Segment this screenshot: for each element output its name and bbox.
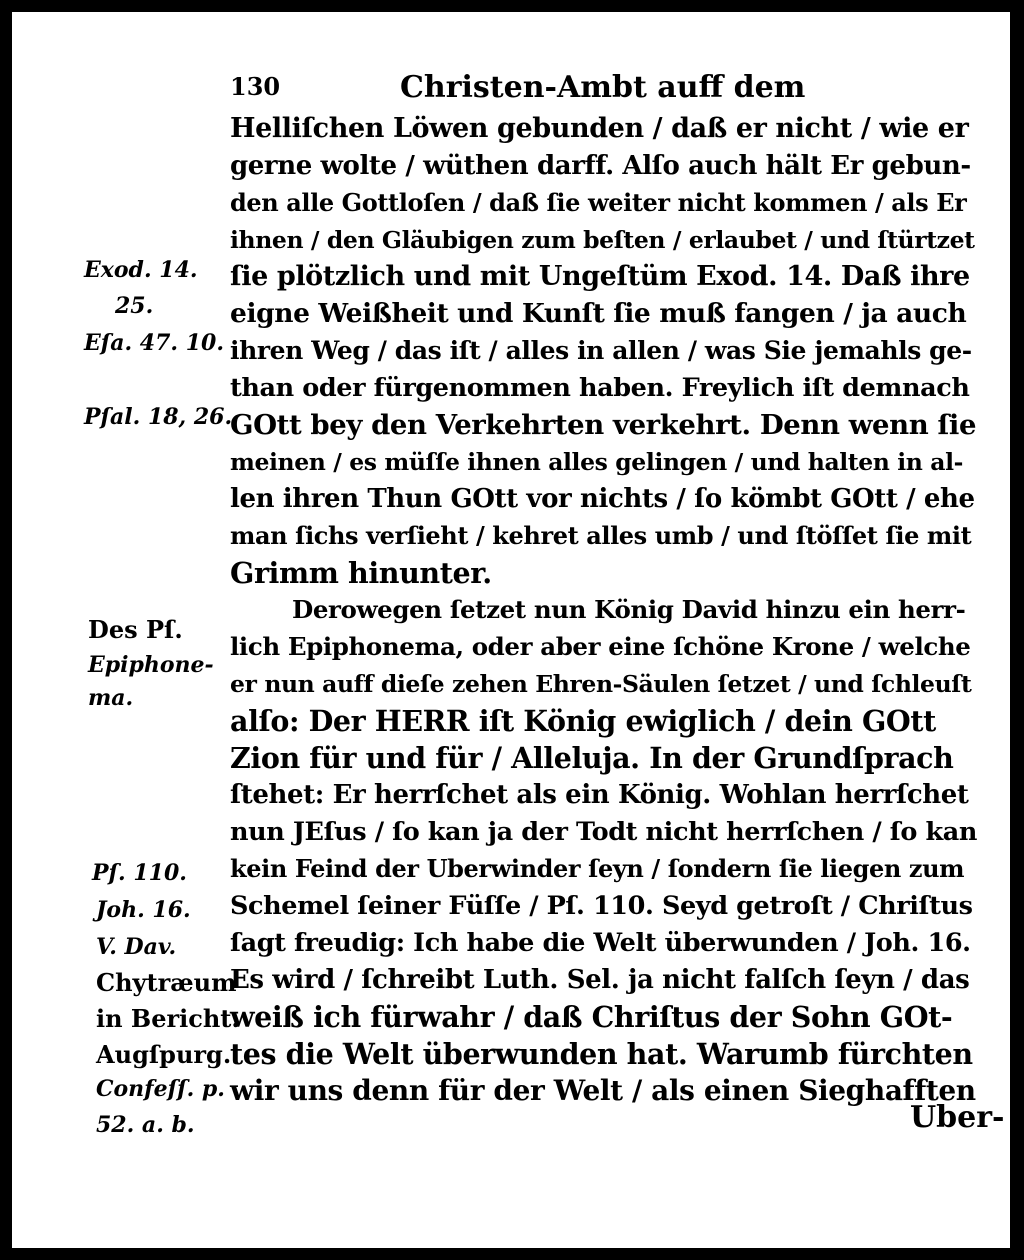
margin-note-joh: Joh. 16.	[96, 897, 191, 923]
margin-note-verse: 25.	[115, 293, 154, 319]
text-line: ſtehet: Er herrſchet als ein König. Wohlan herrſchet	[230, 780, 969, 810]
margin-note-confess: Confeſſ. p.	[96, 1076, 225, 1102]
page-number: 130	[230, 72, 281, 101]
text-line: meinen / es müſſe ihnen alles gelingen / und halten in al-	[230, 448, 963, 476]
book-page	[12, 12, 1010, 1248]
text-line: nun JEſus / ſo kan ja der Todt nicht herrſchen / ſo kan	[230, 817, 977, 847]
text-line: ſie plötzlich und mit Ungeſtüm Exod. 14. Daß ihre	[230, 261, 970, 292]
paragraph-first-line: Derowegen ſetzet nun König David hinzu ein herr-	[292, 595, 966, 624]
text-line: wir uns denn für der Welt / als einen Sieghafften	[230, 1074, 976, 1107]
text-line: ſagt freudig: Ich habe die Welt überwunden / Joh. 16.	[230, 928, 971, 958]
text-line: kein Feind der Uberwinder ſeyn / ſondern ſie liegen zum	[230, 854, 965, 883]
page-header	[230, 70, 970, 110]
text-line: ihren Weg / das iſt / alles in allen / was Sie jemahls ge-	[230, 336, 972, 365]
text-line: Grimm hinunter.	[230, 556, 492, 590]
text-line: gerne wolte / wüthen darff. Alſo auch hält Er gebun-	[230, 151, 971, 181]
text-line: tes die Welt überwunden hat. Warumb fürchten	[230, 1037, 973, 1071]
text-line: alſo: Der HERR iſt König ewiglich / dein GOtt	[230, 704, 936, 738]
margin-note-epiphonema: Epiphone-	[88, 652, 214, 678]
margin-note-exod: Exod. 14.	[84, 257, 198, 283]
margin-note-page: 52. a. b.	[96, 1112, 195, 1138]
text-line: Zion für und für / Alleluja. In der Grundſprach	[230, 741, 954, 775]
catchword: Uber-	[910, 1100, 1005, 1135]
text-line: lich Epiphonema, oder aber eine ſchöne Krone / welche	[230, 632, 971, 661]
margin-note-chytraeum: Chytræum	[96, 968, 237, 997]
margin-note-augspurg: Augſpurg.	[96, 1040, 232, 1069]
margin-note-ps110: Pſ. 110.	[92, 860, 187, 886]
text-line: Helliſchen Löwen gebunden / daß er nicht / wie er	[230, 113, 969, 144]
text-line: than oder fürgenommen haben. Freylich iſt demnach	[230, 373, 970, 403]
margin-note-bericht: in Bericht.	[96, 1004, 240, 1033]
text-line: eigne Weißheit und Kunſt ſie muß fangen / ja auch	[230, 298, 967, 329]
margin-note-psal: Pſal. 18, 26.	[84, 404, 233, 430]
text-line: Schemel ſeiner Füſſe / Pſ. 110. Seyd getroſt / Chriſtus	[230, 891, 973, 921]
margin-note-esa: Eſa. 47. 10.	[84, 330, 225, 356]
text-line: er nun auff dieſe zehen Ehren-Säulen ſetzet / und ſchleuſt	[230, 670, 972, 698]
text-line: len ihren Thun GOtt vor nichts / ſo kömbt GOtt / ehe	[230, 484, 975, 514]
margin-note-ma: ma.	[88, 685, 134, 711]
running-head: Christen-Ambt auff dem	[400, 70, 806, 105]
text-line: ihnen / den Gläubigen zum beſten / erlaubet / und ſtürtzet	[230, 226, 975, 254]
margin-note-vdav: V. Dav.	[96, 934, 177, 960]
text-line: den alle Gottloſen / daß ſie weiter nicht kommen / als Er	[230, 188, 967, 217]
text-line: man ſichs verſieht / kehret alles umb / und ſtöſſet ſie mit	[230, 521, 972, 550]
text-line: weiß ich fürwahr / daß Chriſtus der Sohn GOt-	[230, 1000, 953, 1034]
text-line: Es wird / ſchreibt Luth. Sel. ja nicht falſch ſeyn / das	[230, 965, 970, 995]
margin-note-des-ps: Des Pſ.	[88, 615, 183, 644]
text-line: GOtt bey den Verkehrten verkehrt. Denn wenn ſie	[230, 409, 977, 441]
